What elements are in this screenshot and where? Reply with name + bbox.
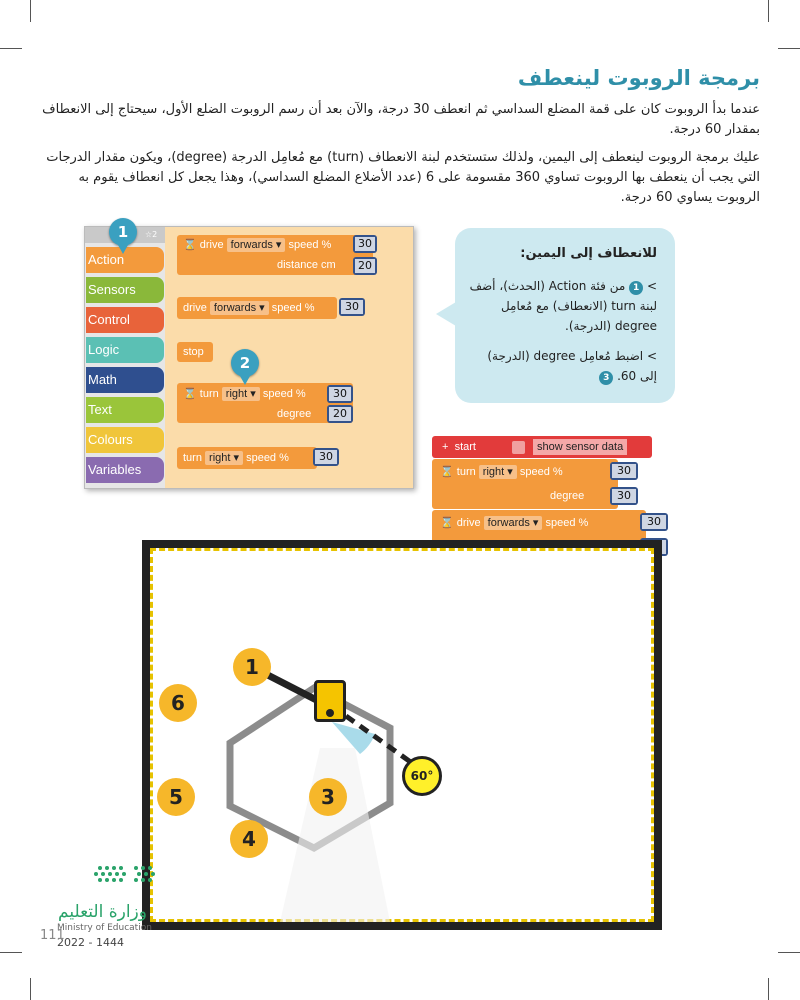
category-logic[interactable]: Logic — [86, 337, 164, 363]
step-badge-1: 1 — [109, 218, 137, 246]
hourglass-icon: ⌛ — [440, 466, 454, 478]
vertex-3: 3 — [309, 778, 347, 816]
instruction-paragraph: عليك برمجة الروبوت لينعطف إلى اليمين، ولذلك ستستخدم لبنة الانعطاف (turn) مع مُعامِل الدرجة (degree)، ويكون مقدار الدرجات التي يجب أن ينعطف بها الروبوت تساوي 360 مقسومة على 6 (عدد الأضلاع المضلع السداسي)، وهذا يجعل كل انعطاف يقوم به الروبوت يساوي 60 درجة. — [46, 150, 760, 205]
bubble-step-2: > اضبط مُعامِل degree (الدرجة) إلى 60. 3 — [487, 349, 657, 383]
crop-mark — [0, 952, 22, 953]
vertex-4: 4 — [230, 820, 268, 858]
turn-degree-block[interactable]: ⌛ turn right ▾ speed % degree — [177, 383, 353, 423]
hourglass-icon: ⌛ — [183, 239, 197, 251]
robot-arena — [142, 540, 662, 930]
crop-mark — [778, 952, 800, 953]
speed-value[interactable]: 30 — [640, 513, 668, 531]
speed-value[interactable]: 30 — [610, 462, 638, 480]
direction-dropdown[interactable]: forwards ▾ — [484, 516, 543, 530]
drive-distance-block[interactable]: ⌛ drive forwards ▾ speed % distance cm — [177, 235, 373, 275]
category-colours[interactable]: Colours — [86, 427, 164, 453]
stop-block[interactable]: stop — [177, 342, 213, 362]
speed-value[interactable]: 30 — [327, 385, 353, 403]
show-sensor-data-toggle[interactable]: show sensor data — [533, 439, 627, 455]
vertex-6: 6 — [159, 684, 197, 722]
ministry-name-english: Ministry of Education — [57, 923, 152, 933]
start-block[interactable]: + start show sensor data — [432, 436, 652, 458]
ministry-name-arabic: وزارة التعليم — [58, 902, 147, 922]
step-badge-2: 2 — [231, 349, 259, 377]
hexagon-path — [150, 548, 654, 922]
degree-value[interactable]: 20 — [327, 405, 353, 423]
crop-mark — [30, 978, 31, 1000]
sensor-checkbox[interactable] — [512, 441, 525, 454]
plus-icon: + — [442, 441, 449, 453]
robot-sensor-icon — [326, 709, 334, 717]
crop-mark — [0, 48, 22, 49]
speed-value[interactable]: 30 — [313, 448, 339, 466]
drive-forwards-block[interactable]: ⌛ drive forwards ▾ speed % — [432, 510, 646, 560]
crop-mark — [768, 0, 769, 22]
direction-dropdown[interactable]: forwards ▾ — [210, 301, 269, 315]
bubble-title: للانعطاف إلى اليمين: — [520, 246, 657, 261]
turn-direction-dropdown[interactable]: right ▾ — [205, 451, 243, 465]
crop-mark — [778, 48, 800, 49]
info-bubble — [455, 228, 675, 403]
crop-mark — [768, 978, 769, 1000]
edition-year: 2022 - 1444 — [57, 936, 124, 949]
turn-block[interactable]: turn right ▾ speed % — [177, 447, 317, 469]
bubble-tail — [436, 302, 456, 326]
intro-paragraph: عندما بدأ الروبوت كان على قمة المضلع السداسي ثم انعطف 30 درجة، والآن بعد أن رسم الروبوت الضلع الأول، سيحتاج إلى الانعطاف بمقدار 60 درجة. — [42, 102, 760, 137]
turn-direction-dropdown[interactable]: right ▾ — [222, 387, 260, 401]
category-control[interactable]: Control — [86, 307, 164, 333]
robot — [314, 680, 346, 722]
drive-block[interactable]: drive forwards ▾ speed % — [177, 297, 337, 319]
page-title: برمجة الروبوت لينعطف — [517, 66, 760, 90]
angle-label: 60° — [402, 756, 442, 796]
hourglass-icon: ⌛ — [183, 388, 197, 400]
bubble-step-1: > 1 من فئة Action (الحدث)، أضف لبنة turn (الانعطاف) مع مُعامِل degree (الدرجة). — [469, 279, 657, 333]
category-action[interactable]: Action — [86, 247, 164, 273]
step-marker-1: 1 — [629, 281, 643, 295]
turn-right-30-block[interactable]: ⌛ turn right ▾ speed % degree — [432, 459, 618, 509]
vertex-5: 5 — [157, 778, 195, 816]
crop-mark — [30, 0, 31, 22]
vertex-1: 1 — [233, 648, 271, 686]
step-marker-3: 3 — [599, 371, 613, 385]
direction-dropdown[interactable]: forwards ▾ — [227, 238, 286, 252]
speed-value[interactable]: 30 — [353, 235, 377, 253]
distance-value[interactable]: 20 — [353, 257, 377, 275]
speed-value[interactable]: 30 — [339, 298, 365, 316]
category-variables[interactable]: Variables — [86, 457, 164, 483]
category-panel — [85, 227, 165, 488]
hourglass-icon: ⌛ — [440, 517, 454, 529]
page-number: 111 — [40, 928, 65, 943]
degree-value[interactable]: 30 — [610, 487, 638, 505]
category-sensors[interactable]: Sensors — [86, 277, 164, 303]
category-math[interactable]: Math — [86, 367, 164, 393]
category-text[interactable]: Text — [86, 397, 164, 423]
category-tabbar: ☆2 — [85, 227, 165, 243]
turn-direction-dropdown[interactable]: right ▾ — [479, 465, 517, 479]
